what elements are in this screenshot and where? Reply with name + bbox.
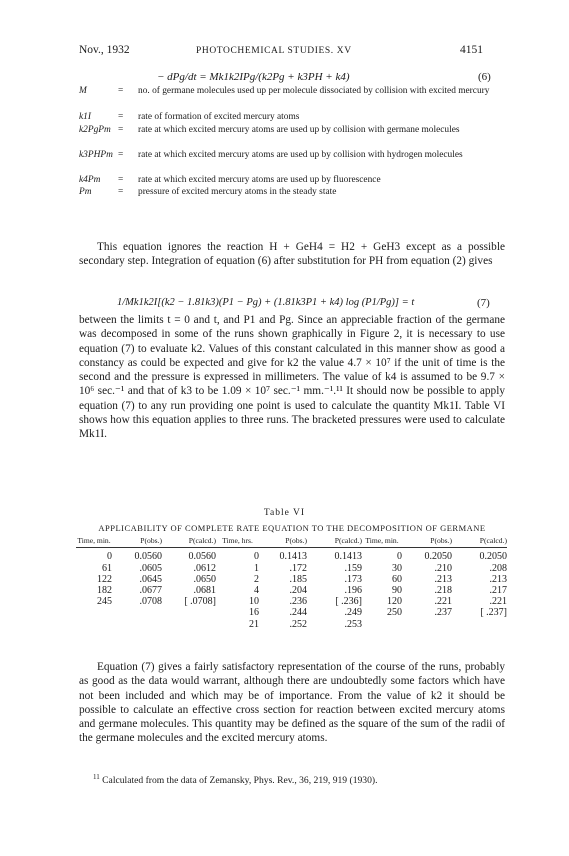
table-row	[76, 596, 507, 607]
table-cell: .210	[434, 562, 452, 574]
table-cell	[162, 619, 216, 630]
data-table	[76, 537, 507, 630]
definition-item	[79, 125, 509, 149]
equation-7-number: (7)	[477, 297, 490, 309]
table-cell: .0677	[139, 585, 162, 597]
table-cell: 90	[392, 585, 402, 597]
table-cell: 61	[102, 562, 112, 574]
definition-text: rate at which excited mercury atoms are used up by fluorescence	[138, 175, 381, 185]
table-cell: 0.2050	[479, 551, 507, 563]
table-cell	[112, 607, 162, 618]
table-cell: 245	[97, 596, 112, 608]
table-caption: APPLICABILITY OF COMPLETE RATE EQUATION TO THE DECOMPOSITION OF GERMANE	[98, 523, 486, 533]
table-row	[76, 607, 507, 618]
table-cell: .185	[289, 573, 307, 585]
definition-symbol: k3PHPm	[79, 150, 113, 160]
table-cell: 0.0560	[188, 551, 216, 563]
footnote	[93, 773, 377, 786]
table-cell: .221	[434, 596, 452, 608]
header-page-number: 4151	[460, 44, 483, 56]
table-cell: .237	[434, 607, 452, 619]
table-header-row	[76, 537, 507, 548]
table-cell: .221	[489, 596, 507, 608]
table-row	[76, 548, 507, 563]
definition-symbol: Pm	[79, 187, 92, 197]
definition-item	[79, 175, 509, 187]
table-cell	[162, 607, 216, 618]
table-row	[76, 563, 507, 574]
definition-equals: =	[118, 175, 124, 185]
column-header: Time, hrs.	[216, 537, 259, 548]
table-cell: .208	[489, 562, 507, 574]
table-cell	[402, 619, 452, 630]
column-header: P(calcd.)	[452, 537, 507, 548]
table-cell: 0	[254, 551, 259, 563]
definition-symbol: k2PgPm	[79, 125, 111, 135]
paragraph-text: between the limits t = 0 and t, and P1 and Pg. Since an appreciable fraction of the germane was decomposed in some of the runs shown graphically in Figure 2, it is necessary to use equation (7) to evaluate k2. Values of this constant calculated in this manner show as good a constancy as could be expected and give for k2 the value 4.7 × 10⁷ if the unit of time is the second and the pressure is expressed in millimeters. The value of k4 is assumed to be 9.7 × 10⁶ sec.⁻¹ and that of k3 to be 1.09 × 10⁷ sec.⁻¹ mm.⁻¹.¹¹ It should now be possible to apply equation (7) to any run providing one point is used to calculate the quantity Mk1I. Table VI shows how this equation applies to three runs. The bracketed pressures were used to calculate Mk1I.	[79, 314, 505, 440]
definition-text: no. of germane molecules used up per molecule dissociated by collision with excited mercury	[138, 86, 490, 96]
table-cell: .0681	[193, 585, 216, 597]
column-header: P(obs.)	[402, 537, 452, 548]
table-cell: 30	[392, 562, 402, 574]
footnote-marker: 11	[93, 773, 100, 781]
definition-text: rate at which excited mercury atoms are used up by collision with hydrogen molecules	[138, 150, 463, 160]
definition-equals: =	[118, 125, 124, 135]
column-header: Time, min.	[76, 537, 112, 548]
table-cell: 0	[397, 551, 402, 563]
definition-list	[79, 86, 509, 236]
table-cell: .236	[289, 596, 307, 608]
table-cell: 182	[97, 585, 112, 597]
body-paragraph	[79, 240, 505, 269]
table-cell: [ .237]	[480, 607, 507, 619]
table-cell	[112, 619, 162, 630]
column-header: Time, min.	[362, 537, 402, 548]
definition-equals: =	[118, 150, 124, 160]
table-cell: .196	[344, 585, 362, 597]
definition-item	[79, 86, 509, 110]
definition-equals: =	[118, 187, 124, 197]
table-cell: 10	[249, 596, 259, 608]
body-paragraph	[79, 660, 505, 746]
column-header: P(obs.)	[112, 537, 162, 548]
table-cell: 1	[254, 562, 259, 574]
table-cell: .249	[344, 607, 362, 619]
table-cell	[76, 619, 112, 630]
definition-symbol: M	[79, 86, 87, 96]
column-header: P(calcd.)	[307, 537, 362, 548]
definition-text: pressure of excited mercury atoms in the steady state	[138, 187, 337, 197]
definition-symbol: k4Pm	[79, 175, 101, 185]
table-title: Table VI	[263, 508, 306, 518]
table-cell: .173	[344, 573, 362, 585]
table-cell: 0.2050	[424, 551, 452, 563]
table-cell: 0.1413	[334, 551, 362, 563]
table-cell: 4	[254, 585, 259, 597]
table-cell: .217	[489, 585, 507, 597]
table-cell	[452, 619, 507, 630]
column-header: P(obs.)	[259, 537, 307, 548]
definition-text: rate of formation of excited mercury atoms	[138, 112, 300, 122]
equation-6-number: (6)	[478, 71, 491, 83]
table-cell: .253	[344, 618, 362, 630]
definition-symbol: k1I	[79, 112, 91, 122]
table-cell: .172	[289, 562, 307, 574]
header-date: Nov., 1932	[79, 44, 130, 56]
table-cell: .213	[489, 573, 507, 585]
definition-item	[79, 112, 509, 124]
table-cell: 0	[107, 551, 112, 563]
table-cell: .159	[344, 562, 362, 574]
table-row	[76, 574, 507, 585]
table-cell: .204	[289, 585, 307, 597]
table-cell: .0645	[139, 573, 162, 585]
body-paragraph	[79, 313, 505, 441]
table-cell: .218	[434, 585, 452, 597]
definition-text: rate at which excited mercury atoms are used up by collision with germane molecules	[138, 125, 460, 135]
table-cell: 60	[392, 573, 402, 585]
table-cell: [ .0708]	[184, 596, 216, 608]
table-cell: [ .236]	[335, 596, 362, 608]
table-cell: .0605	[139, 562, 162, 574]
table-cell: .0708	[139, 596, 162, 608]
equation-6: − dPg/dt = Mk1k2IPg/(k2Pg + k3PH + k4)	[157, 71, 350, 83]
table-cell: .252	[289, 618, 307, 630]
table-row	[76, 619, 507, 630]
table-cell: 21	[249, 618, 259, 630]
equation-7: 1/Mk1k2I[(k2 − 1.81k3)(P1 − Pg) + (1.81k3P1 + k4) log (P1/Pg)] = t	[117, 297, 415, 308]
table-cell	[76, 607, 112, 618]
table-cell: 122	[97, 573, 112, 585]
table-cell: .244	[289, 607, 307, 619]
table-cell: 250	[387, 607, 402, 619]
table-cell: 0.0560	[134, 551, 162, 563]
table-cell	[362, 619, 402, 630]
table-cell: 16	[249, 607, 259, 619]
definition-item	[79, 187, 509, 199]
table-cell: .0612	[193, 562, 216, 574]
table-cell: 120	[387, 596, 402, 608]
definition-equals: =	[118, 112, 124, 122]
column-header: P(calcd.)	[162, 537, 216, 548]
paragraph-text: This equation ignores the reaction H + GeH4 = H2 + GeH3 except as a possible secondary step. Integration of equation (6) after substitution for PH from equation (2) gives	[79, 241, 505, 268]
paragraph-text: Equation (7) gives a fairly satisfactory representation of the course of the runs, probably as good as the data would warrant, although there are undoubtedly some factors which have not been included and which may be of importance. From the value of k2 it should be possible to calculate an effective cross section for reaction between excited mercury atoms and germane molecules. This quantity may be defined as the square of the sum of the radii of the germane molecules and the excited mercury atoms.	[79, 661, 505, 745]
table-cell: .0650	[193, 573, 216, 585]
table-cell: .213	[434, 573, 452, 585]
table-cell: 2	[254, 573, 259, 585]
footnote-text: Calculated from the data of Zemansky, Phys. Rev., 36, 219, 919 (1930).	[102, 775, 378, 787]
table-cell: 0.1413	[279, 551, 307, 563]
header-title: PHOTOCHEMICAL STUDIES. XV	[196, 46, 352, 56]
table-row	[76, 585, 507, 596]
definition-item	[79, 150, 509, 174]
definition-equals: =	[118, 86, 124, 96]
